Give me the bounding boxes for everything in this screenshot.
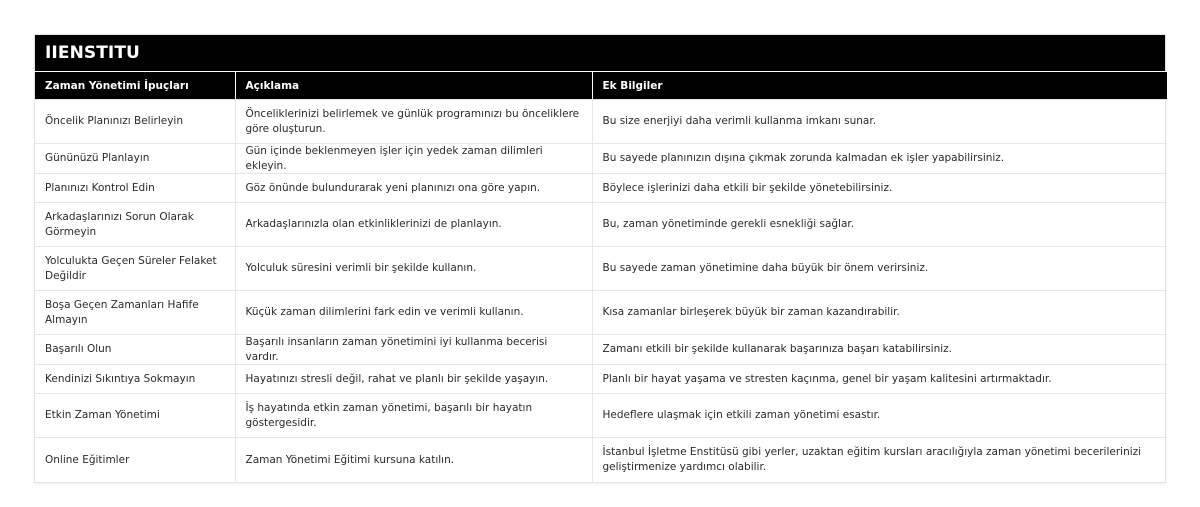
- table-cell-description: Hayatınızı stresli değil, rahat ve planlı bir şekilde yaşayın.: [235, 365, 592, 394]
- table-row: [35, 100, 1167, 144]
- table-cell-extra-info: Bu, zaman yönetiminde gerekli esnekliği sağlar.: [592, 203, 1167, 247]
- table-cell-description: Küçük zaman dilimlerini fark edin ve verimli kullanın.: [235, 291, 592, 335]
- table-cell-tip: Arkadaşlarınızı Sorun Olarak Görmeyin: [35, 203, 235, 247]
- tips-table-card: [34, 34, 1166, 483]
- column-header-tips: Zaman Yönetimi İpuçları: [35, 72, 235, 100]
- table-cell-description: Göz önünde bulundurarak yeni planınızı ona göre yapın.: [235, 174, 592, 203]
- table-cell-extra-info: Bu sayede zaman yönetimine daha büyük bir önem verirsiniz.: [592, 247, 1167, 291]
- table-row: [35, 394, 1167, 438]
- table-cell-description: Önceliklerinizi belirlemek ve günlük programınızı bu önceliklere göre oluşturun.: [235, 100, 592, 144]
- table-cell-tip: Planınızı Kontrol Edin: [35, 174, 235, 203]
- table-row: [35, 144, 1167, 174]
- column-header-description: Açıklama: [235, 72, 592, 100]
- table-row: [35, 438, 1167, 482]
- time-management-table: [35, 71, 1167, 482]
- table-row: [35, 247, 1167, 291]
- table-cell-extra-info: Bu sayede planınızın dışına çıkmak zorunda kalmadan ek işler yapabilirsiniz.: [592, 144, 1167, 174]
- table-cell-description: Başarılı insanların zaman yönetimini iyi kullanma becerisi vardır.: [235, 335, 592, 365]
- table-cell-tip: Başarılı Olun: [35, 335, 235, 365]
- table-row: [35, 291, 1167, 335]
- table-cell-tip: Yolculukta Geçen Süreler Felaket Değildir: [35, 247, 235, 291]
- table-cell-extra-info: Kısa zamanlar birleşerek büyük bir zaman kazandırabilir.: [592, 291, 1167, 335]
- table-cell-tip: Kendinizi Sıkıntıya Sokmayın: [35, 365, 235, 394]
- table-row: [35, 335, 1167, 365]
- table-cell-description: Gün içinde beklenmeyen işler için yedek zaman dilimleri ekleyin.: [235, 144, 592, 174]
- table-cell-extra-info: Zamanı etkili bir şekilde kullanarak başarınıza başarı katabilirsiniz.: [592, 335, 1167, 365]
- table-cell-extra-info: İstanbul İşletme Enstitüsü gibi yerler, uzaktan eğitim kursları aracılığıyla zaman yönetimi becerilerinizi geliştirmenize yardımcı olabilir.: [592, 438, 1167, 482]
- table-cell-tip: Gününüzü Planlayın: [35, 144, 235, 174]
- table-cell-description: Yolculuk süresini verimli bir şekilde kullanın.: [235, 247, 592, 291]
- table-cell-tip: Öncelik Planınızı Belirleyin: [35, 100, 235, 144]
- table-cell-description: İş hayatında etkin zaman yönetimi, başarılı bir hayatın göstergesidir.: [235, 394, 592, 438]
- table-cell-extra-info: Bu size enerjiyi daha verimli kullanma imkanı sunar.: [592, 100, 1167, 144]
- table-cell-description: Arkadaşlarınızla olan etkinliklerinizi de planlayın.: [235, 203, 592, 247]
- table-row: [35, 365, 1167, 394]
- table-cell-tip: Boşa Geçen Zamanları Hafife Almayın: [35, 291, 235, 335]
- column-header-extra-info: Ek Bilgiler: [592, 72, 1167, 100]
- table-row: [35, 203, 1167, 247]
- table-cell-extra-info: Planlı bir hayat yaşama ve stresten kaçınma, genel bir yaşam kalitesini artırmaktadır.: [592, 365, 1167, 394]
- table-cell-extra-info: Hedeflere ulaşmak için etkili zaman yönetimi esastır.: [592, 394, 1167, 438]
- table-cell-extra-info: Böylece işlerinizi daha etkili bir şekilde yönetebilirsiniz.: [592, 174, 1167, 203]
- table-cell-tip: Online Eğitimler: [35, 438, 235, 482]
- brand-title: IIENSTITU: [35, 35, 1165, 71]
- table-cell-tip: Etkin Zaman Yönetimi: [35, 394, 235, 438]
- table-header-row: [35, 72, 1167, 100]
- table-row: [35, 174, 1167, 203]
- table-cell-description: Zaman Yönetimi Eğitimi kursuna katılın.: [235, 438, 592, 482]
